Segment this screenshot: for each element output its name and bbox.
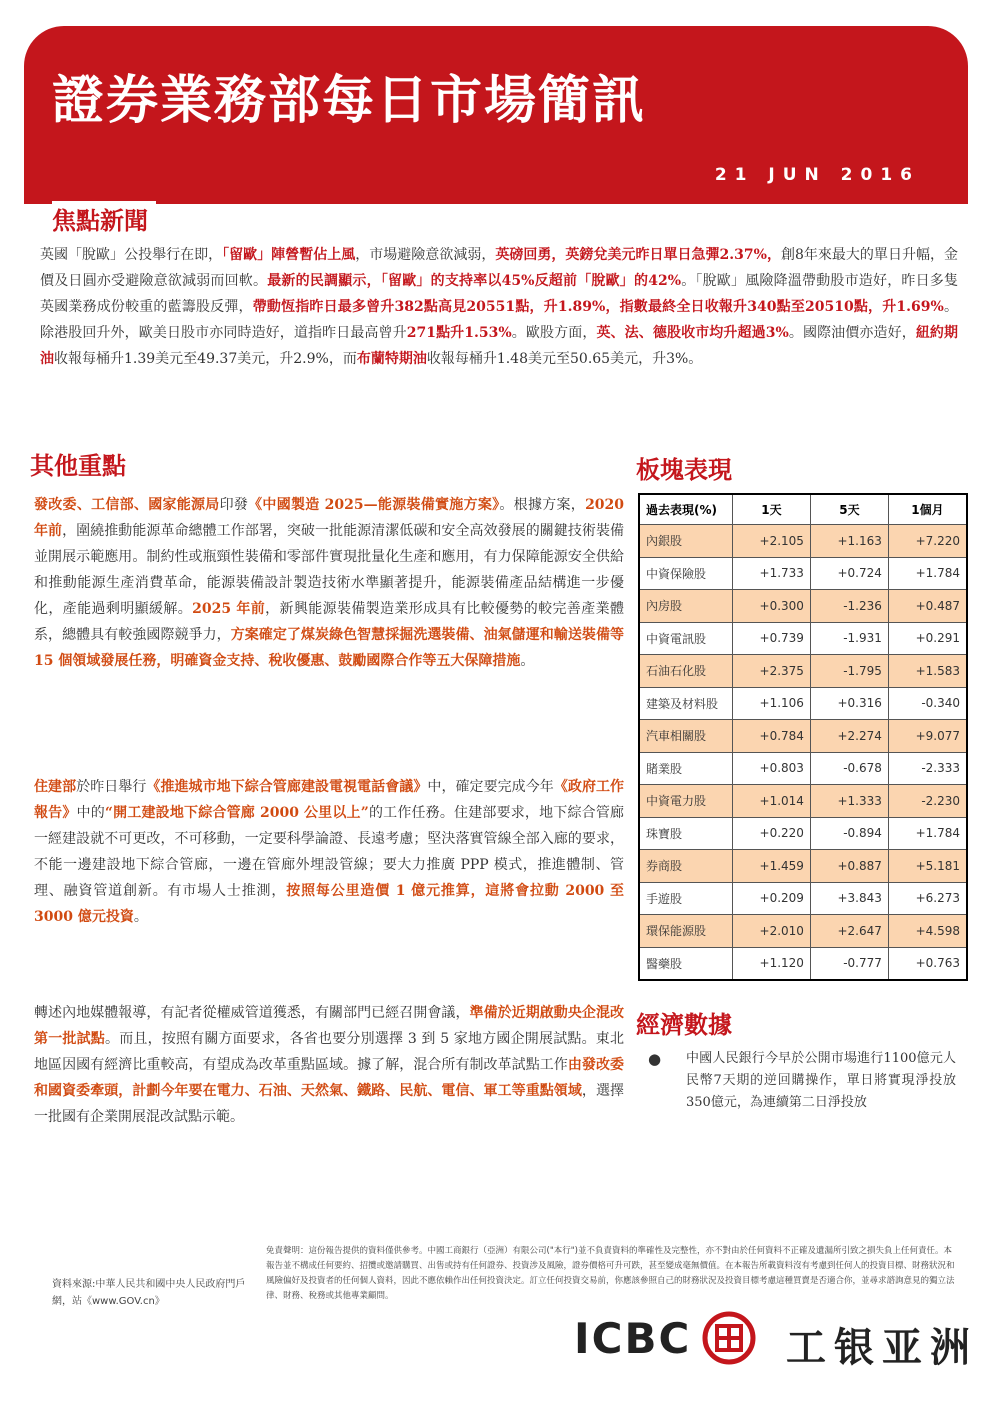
sector-return-value: +2.274	[810, 720, 888, 753]
highlight-text: 《推進城市地下綜合管廊建設電視電話會議》	[146, 779, 428, 795]
highlight-text: 《政府工作報告》	[34, 779, 625, 821]
highlight-text: 271點升1.53%	[406, 325, 512, 341]
sector-row	[639, 720, 967, 753]
text-run: ，新興能源裝備製造業形成具有比較優勢的較完善產業體系，總體具有較強國際競爭力，	[34, 601, 625, 643]
highlight-text: “開工建設地下綜合管廊 2000 公里以上”	[104, 805, 369, 821]
sector-row	[639, 850, 967, 883]
economic-data-text: 中國人民銀行今早於公開市場進行1100億元人民幣7天期的逆回購操作，單日將實現淨投放350億元，為連續第二日淨投放	[686, 1051, 956, 1110]
sector-name: 汽車相關股	[639, 720, 733, 753]
text-run: 印發	[219, 497, 249, 513]
sector-row	[639, 785, 967, 818]
highlight-text: 最新的民調顯示，「留歐」的支持率以45%反超前「脫歐」的42%	[267, 273, 681, 289]
sector-return-value: +5.181	[888, 850, 967, 883]
sector-return-value: +1.120	[733, 947, 811, 980]
text-run: 收報每桶升1.48美元至50.65美元，升3%。	[426, 351, 703, 367]
text-run: 。	[133, 909, 148, 925]
sector-return-value: +2.010	[733, 915, 811, 948]
column-header: 過去表現(%)	[639, 494, 733, 525]
highlight-text: 紐約期油	[40, 325, 959, 367]
text-run: 中的	[76, 805, 105, 821]
utility-tunnel-paragraph	[34, 774, 624, 930]
news-paragraph	[40, 242, 958, 372]
sector-name: 賭業股	[639, 752, 733, 785]
sector-row	[639, 590, 967, 623]
sector-return-value: -1.795	[810, 655, 888, 688]
sector-row	[639, 622, 967, 655]
text-run: 創8年來最大的單日升幅，金價及日圓亦受避險意欲減弱而回軟。	[40, 247, 958, 289]
sector-name: 內銀股	[639, 525, 733, 558]
sector-return-value: -0.777	[810, 947, 888, 980]
sector-row	[639, 655, 967, 688]
column-header: 5天	[810, 494, 888, 525]
sector-return-value: +2.105	[733, 525, 811, 558]
soe-reform-paragraph	[34, 1000, 624, 1130]
sector-return-value: +1.459	[733, 850, 811, 883]
sector-return-value: +0.724	[810, 557, 888, 590]
sector-return-value: -1.931	[810, 622, 888, 655]
highlight-text: 由發改委和國資委牽頭，計劃今年要在電力、石油、天然氣、鐵路、民航、電信、軍工等重點領域	[34, 1057, 625, 1099]
sector-name: 環保能源股	[639, 915, 733, 948]
data-source: 資料來源:中華人民共和國中央人民政府門戶網，站《www.GOV.cn》	[52, 1279, 246, 1307]
bullet-icon: ●	[648, 1050, 662, 1068]
text-run: ，選擇一批國有企業開展混改試點示範。	[34, 1083, 625, 1125]
sector-return-value: -0.894	[810, 817, 888, 850]
text-run: 。根據方案，	[499, 497, 586, 513]
text-run: 轉述內地媒體報導，有記者從權威管道獲悉，有關部門已經召開會議，	[34, 1005, 470, 1021]
sector-return-value: +0.316	[810, 687, 888, 720]
sector-name: 建築及材料股	[639, 687, 733, 720]
sector-name: 中資保險股	[639, 557, 733, 590]
text-run: 的工作任務。住建部要求，地下綜合管廊一經建設就不可更改，不可移動，一定要科學論證、長遠考慮；堅決落實管線全部入廊的要求，不能一邊建設地下綜合管廊，一邊在管廊外埋設管線；要大力推廣 PPP 模式，推進體制、管理、融資管道創新。有市場人士推測，	[34, 805, 625, 899]
text-run: ，市場避險意欲減弱，	[355, 247, 496, 263]
sector-return-value: -1.236	[810, 590, 888, 623]
highlight-text: 住建部	[34, 779, 77, 795]
text-run: 英國「脫歐」公投舉行在即，	[40, 247, 223, 263]
sector-return-value: +0.763	[888, 947, 967, 980]
sector-return-value: +1.784	[888, 557, 967, 590]
sector-return-value: +1.014	[733, 785, 811, 818]
text-run: 。歐股方面，	[511, 325, 597, 341]
highlight-text: 2020 年前	[34, 497, 625, 539]
highlight-text: 「留歐」陣營暫佔上風	[222, 247, 356, 263]
sector-return-value: +0.739	[733, 622, 811, 655]
sector-row	[639, 525, 967, 558]
sector-name: 中資電訊股	[639, 622, 733, 655]
sector-name: 券商股	[639, 850, 733, 883]
sector-row	[639, 752, 967, 785]
highlight-text: 英、法、德股收市均升超過3%	[596, 325, 789, 341]
highlight-text: 2025 年前	[192, 601, 266, 617]
sector-table-body	[639, 525, 967, 981]
sector-return-value: +4.598	[888, 915, 967, 948]
sector-return-value: +9.077	[888, 720, 967, 753]
sector-performance-table	[638, 493, 968, 981]
icbc-emblem-icon	[702, 1311, 756, 1365]
sector-name: 醫藥股	[639, 947, 733, 980]
sector-return-value: +7.220	[888, 525, 967, 558]
sector-performance-heading: 板塊表現	[636, 456, 732, 484]
sector-row	[639, 915, 967, 948]
report-date: 21 JUN 2016	[714, 165, 920, 185]
icbc-logo-text: ICBC	[574, 1314, 692, 1363]
highlight-text: 發改委、工信部、國家能源局	[34, 497, 220, 513]
sector-return-value: +2.647	[810, 915, 888, 948]
highlight-text: 準備於近期啟動央企混改第一批試點	[34, 1005, 625, 1047]
highlight-text: 帶動恆指昨日最多曾升382點高見20551點，升1.89%，指數最終全日收報升340點至20510點，升1.69%	[252, 299, 944, 315]
text-run: 。除港股回升外，歐美日股市亦同時造好，道指昨日最高曾升	[40, 299, 959, 341]
table-header-row	[639, 494, 967, 525]
text-run: 。「脫歐」風險降溫帶動股市造好，昨日多隻英國業務成份較重的藍籌股反彈，	[40, 273, 959, 315]
sector-return-value: +3.843	[810, 882, 888, 915]
sector-return-value: +0.300	[733, 590, 811, 623]
highlight-text: 《中國製造 2025—能源裝備實施方案》	[248, 497, 500, 513]
sector-row	[639, 817, 967, 850]
sector-name: 中資電力股	[639, 785, 733, 818]
text-run: 。	[520, 653, 535, 669]
highlight-text: 按照每公里造價 1 億元推算，這將會拉動 2000 至 3000 億元投資	[34, 883, 625, 925]
text-run: 中，確定要完成今年	[427, 779, 554, 795]
sector-return-value: +0.487	[888, 590, 967, 623]
icbc-asia-logo-text: 工银亚洲	[786, 1325, 978, 1371]
sector-name: 石油石化股	[639, 655, 733, 688]
sector-return-value: +0.887	[810, 850, 888, 883]
sector-return-value: -0.340	[888, 687, 967, 720]
highlight-text: 英磅回勇，英鎊兌美元昨日單日急彈2.37%，	[495, 247, 781, 263]
sector-return-value: +1.583	[888, 655, 967, 688]
sector-return-value: +0.209	[733, 882, 811, 915]
sector-return-value: +2.375	[733, 655, 811, 688]
sector-row	[639, 947, 967, 980]
sector-return-value: +1.784	[888, 817, 967, 850]
other-highlights-heading: 其他重點	[30, 452, 126, 480]
sector-return-value: +1.106	[733, 687, 811, 720]
sector-name: 內房股	[639, 590, 733, 623]
text-run: 於昨日舉行	[76, 779, 147, 795]
economic-data-heading: 經濟數據	[636, 1011, 732, 1039]
column-header: 1個月	[888, 494, 967, 525]
sector-row	[639, 557, 967, 590]
text-run: 收報每桶升1.39美元至49.37美元，升2.9%，而	[54, 351, 357, 367]
highlight-text: 方案確定了煤炭綠色智慧採掘洗選裝備、油氣儲運和輸送裝備等 15 個領域發展任務，明確資金支持、稅收優惠、鼓勵國際合作等五大保障措施	[34, 627, 625, 669]
sector-name: 珠寶股	[639, 817, 733, 850]
sector-return-value: +1.333	[810, 785, 888, 818]
sector-return-value: -2.230	[888, 785, 967, 818]
sector-row	[639, 882, 967, 915]
disclaimer: 免責聲明：這份報告提供的資料僅供參考。中國工商銀行（亞洲）有限公司("本行")並不負責資料的準確性及完整性，亦不對由於任何資料不正確及遺漏所引致之損失負上任何責任。本報告並不構成任何要約、招攬或邀請購買、出售或持有任何證券、投資涉及風險，證券價格可升可跌，甚至變成毫無價值。在本報告所載資料沒有考慮到任何人的投資目標、財務狀況和風險偏好及投資者的任何個人資料，因此不應依賴作出任何投資決定。訂立任何投資交易前，你應該參照自己的財務狀況及投資目標考慮這種買賣是否適合你，並尋求諮詢意見的獨立法律、財務、稅務或其他專業顧問。	[266, 1246, 955, 1301]
sector-row	[639, 687, 967, 720]
sector-return-value: +0.220	[733, 817, 811, 850]
sector-return-value: +6.273	[888, 882, 967, 915]
sector-return-value: -2.333	[888, 752, 967, 785]
sector-return-value: +1.733	[733, 557, 811, 590]
sector-return-value: +0.291	[888, 622, 967, 655]
highlight-text: 布蘭特期油	[356, 351, 427, 367]
column-header: 1天	[733, 494, 811, 525]
text-run: ，圍繞推動能源革命總體工作部署，突破一批能源清潔低碳和安全高效發展的關鍵技術裝備並開展示範應用。制約性或瓶頸性裝備和零部件實現批量化生產和應用，有力保障能源安全供給和推動能源生產消費革命，能源裝備設計製造技術水準顯著提升，能源裝備產品結構進一步優化，產能過剩明顯緩解。	[34, 523, 625, 617]
sector-return-value: +1.163	[810, 525, 888, 558]
page-title: 證券業務部每日市場簡訊	[52, 71, 647, 131]
sector-return-value: -0.678	[810, 752, 888, 785]
sector-return-value: +0.803	[733, 752, 811, 785]
text-run: 。而且，按照有關方面要求，各省也要分別選擇 3 到 5 家地方國企開展試點。東北地區因國有經濟比重較高，有望成為改革重點區域。據了解，混合所有制改革試點工作	[34, 1031, 624, 1073]
sector-name: 手遊股	[639, 882, 733, 915]
news-heading: 焦點新聞	[52, 201, 156, 236]
sector-return-value: +0.784	[733, 720, 811, 753]
text-run: 。國際油價亦造好，	[788, 325, 916, 341]
energy-equipment-paragraph	[34, 492, 624, 674]
